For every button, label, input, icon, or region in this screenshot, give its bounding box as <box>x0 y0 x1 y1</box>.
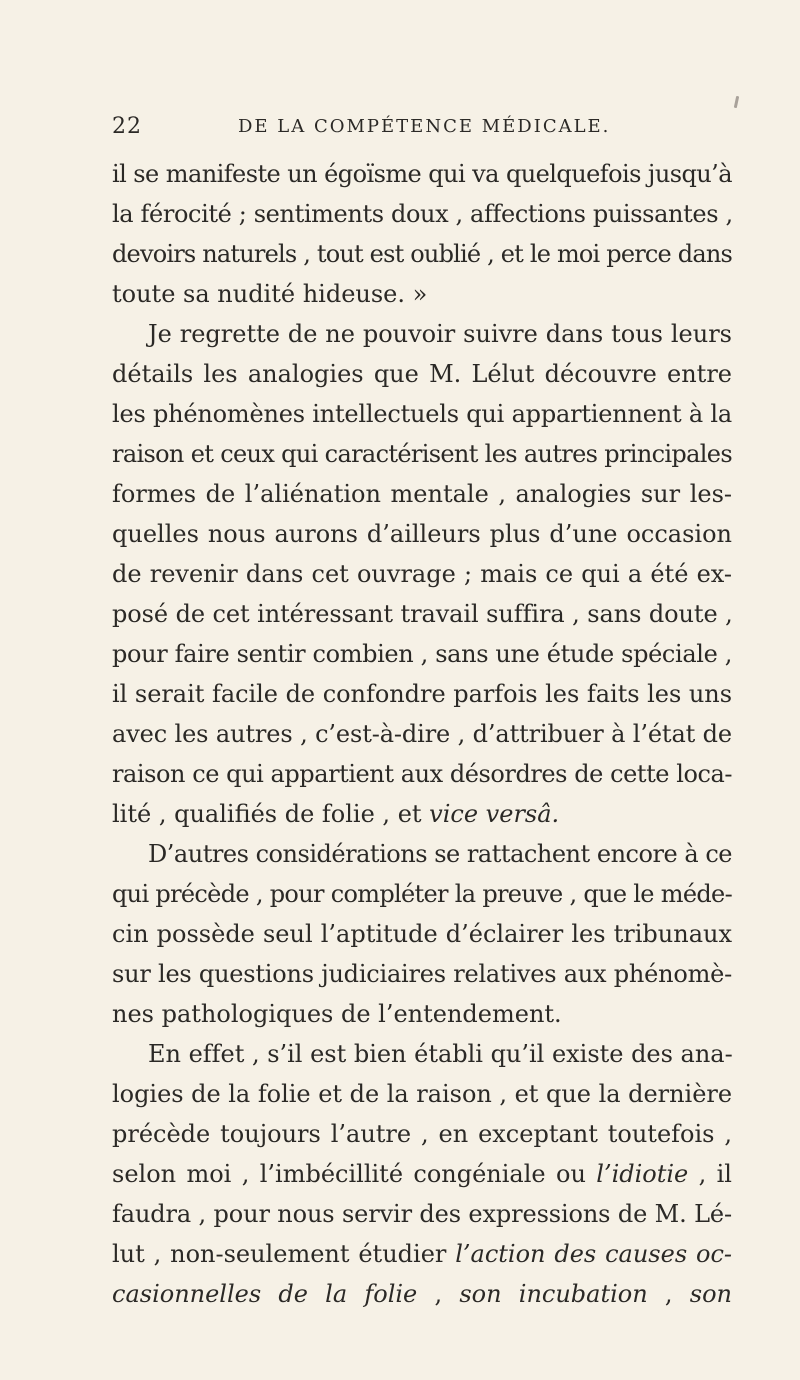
text-line: précède toujours l’autre , en exceptant toutefois , <box>112 1120 732 1148</box>
text-line: quelles nous aurons d’ailleurs plus d’une occasion <box>112 520 732 548</box>
paragraph-start-line: D’autres considérations se rattachent encore à ce <box>148 840 732 868</box>
italic-phrase: vice versâ. <box>429 800 560 828</box>
text-line: faudra , pour nous servir des expressions de M. Lé- <box>112 1200 732 1228</box>
text-line: logies de la folie et de la raison , et que la dernière <box>112 1080 733 1108</box>
italic-phrase: son <box>689 1280 732 1308</box>
text-line: raison ce qui appartient aux désordres de cette loca- <box>112 760 732 788</box>
text-line: formes de l’aliénation mentale , analogies sur les- <box>112 480 732 508</box>
text-line: pour faire sentir combien , sans une étude spéciale , <box>112 640 732 668</box>
text-line: posé de cet intéressant travail suffira , sans doute , <box>112 600 733 628</box>
text-line: cin possède seul l’aptitude d’éclairer les tribunaux <box>112 920 732 948</box>
text-line <box>112 1234 732 1274</box>
paragraph-start-line: Je regrette de ne pouvoir suivre dans tous leurs <box>148 320 732 348</box>
italic-phrase: casionnelles de la folie <box>112 1280 418 1308</box>
text-line: sur les questions judiciaires relatives aux phénomè- <box>112 960 732 988</box>
text-fragment: selon moi , l’imbécillité congéniale ou <box>112 1160 597 1188</box>
text-line: devoirs naturels , tout est oublié , et le moi perce dans <box>112 240 733 268</box>
text-line: la férocité ; sentiments doux , affections puissantes , <box>112 200 733 228</box>
text-fragment: , <box>647 1280 690 1308</box>
text-line <box>112 1274 732 1314</box>
text-fragment: lut , non-seulement étudier <box>112 1240 456 1268</box>
text-line <box>112 794 732 834</box>
header-title: DE LA COMPÉTENCE MÉDICALE. <box>238 116 611 137</box>
text-line: détails les analogies que M. Lélut découvre entre <box>112 360 732 388</box>
text-line: il serait facile de confondre parfois les faits les uns <box>112 680 732 708</box>
text-line: les phénomènes intellectuels qui appartiennent à la <box>112 400 732 428</box>
italic-phrase: l’idiotie <box>596 1160 689 1188</box>
running-head <box>112 114 730 144</box>
text-line <box>112 1154 732 1194</box>
body-text <box>112 154 732 1314</box>
italic-phrase: l’action des causes oc- <box>455 1240 732 1268</box>
italic-phrase: son incubation <box>459 1280 648 1308</box>
text-fragment: lité , qualifiés de folie , et <box>112 800 430 828</box>
page-number: 22 <box>112 114 142 139</box>
text-line: qui précède , pour compléter la preuve , que le méde- <box>112 880 732 908</box>
text-fragment: , <box>417 1280 460 1308</box>
text-line: toute sa nudité hideuse. » <box>112 280 428 308</box>
text-line: il se manifeste un égoïsme qui va quelquefois jusqu’à <box>112 160 732 188</box>
ink-mark <box>734 96 739 108</box>
text-line: nes pathologiques de l’entendement. <box>112 1000 562 1028</box>
text-fragment: , il <box>688 1160 732 1188</box>
text-line: de revenir dans cet ouvrage ; mais ce qui a été ex- <box>112 560 732 588</box>
paragraph-start-line: En effet , s’il est bien établi qu’il existe des ana- <box>148 1040 733 1068</box>
text-line: raison et ceux qui caractérisent les autres principales <box>112 440 733 468</box>
text-line: avec les autres , c’est-à-dire , d’attribuer à l’état de <box>112 720 733 748</box>
